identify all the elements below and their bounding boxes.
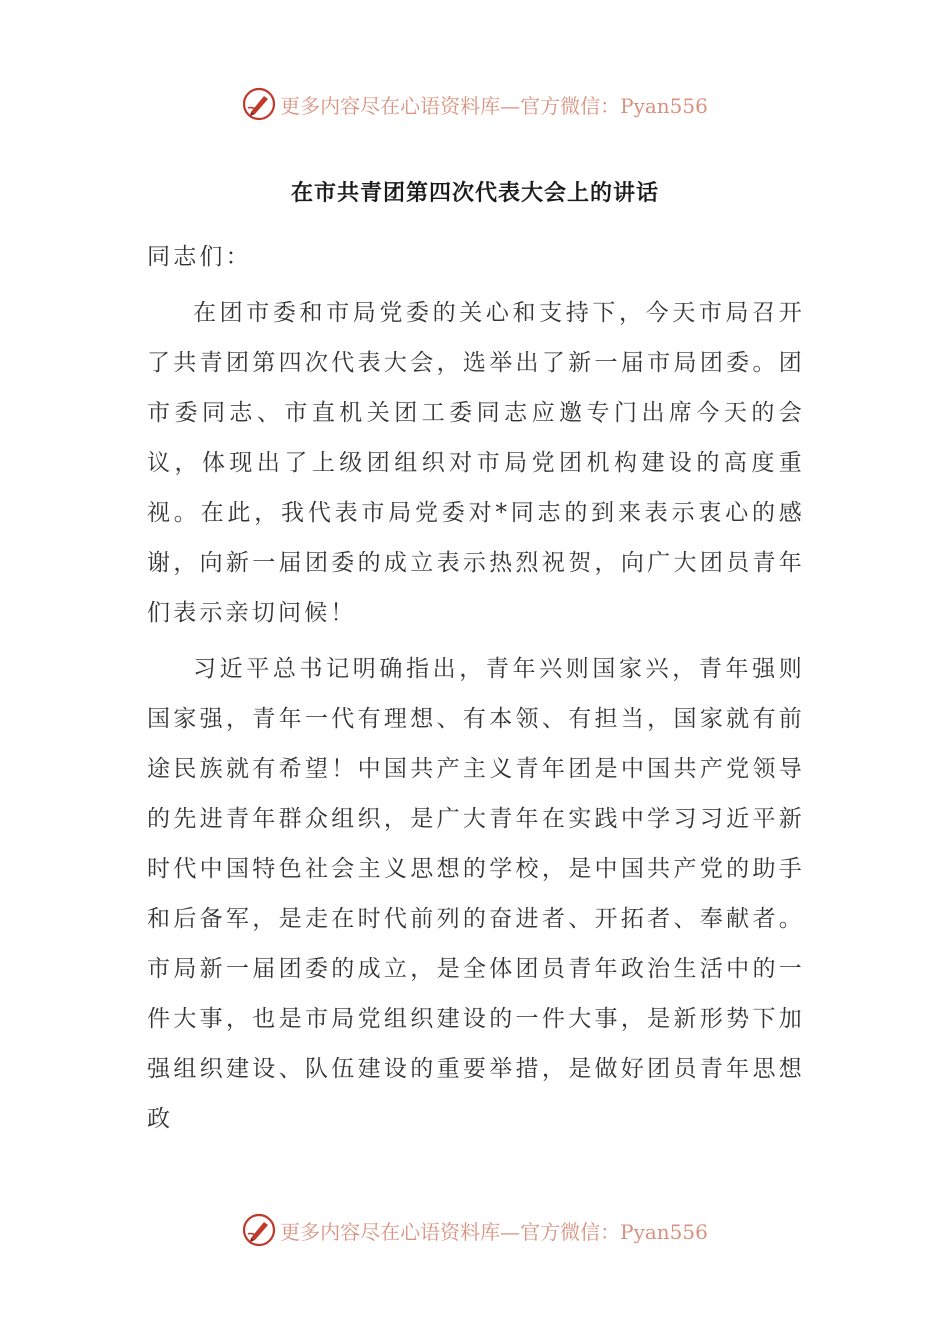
page-title: 在市共青团第四次代表大会上的讲话 — [290, 181, 659, 206]
document-body — [147, 232, 805, 1150]
header-watermark — [0, 84, 950, 124]
watermark-text: 更多内容尽在心语资料库—官方微信：Pyan556 — [280, 1219, 708, 1244]
salutation: 同志们： — [147, 244, 252, 270]
paragraph-2: 习近平总书记明确指出，青年兴则国家兴，青年强则国家强，青年一代有理想、有本领、有担当，国家就有前途民族就有希望！中国共产主义青年团是中国共产党领导的先进青年群众组织，是广大青年在实践中学习习近平新时代中国特色社会主义思想的学校，是中国共产党的助手和后备军，是走在时代前列的奋进者、开拓者、奉献者。市局新一届团委的成立，是全体团员青年政治生活中的一件大事，也是市局党组织建设的一件大事，是新形势下加强组织建设、队伍建设的重要举措，是做好团员青年思想政 — [147, 656, 805, 1132]
paragraph-1: 在团市委和市局党委的关心和支持下，今天市局召开了共青团第四次代表大会，选举出了新一届市局团委。团市委同志、市直机关团工委同志应邀专门出席今天的会议，体现出了上级团组织对市局党团机构建设的高度重视。在此，我代表市局党委对*同志的到来表示衷心的感谢，向新一届团委的成立表示热烈祝贺，向广大团员青年们表示亲切问候！ — [147, 300, 805, 626]
watermark-text: 更多内容尽在心语资料库—官方微信：Pyan556 — [280, 93, 708, 118]
footer-watermark — [0, 1210, 950, 1250]
pen-nib-logo-icon — [242, 1213, 276, 1247]
pen-nib-logo-icon — [242, 87, 276, 121]
